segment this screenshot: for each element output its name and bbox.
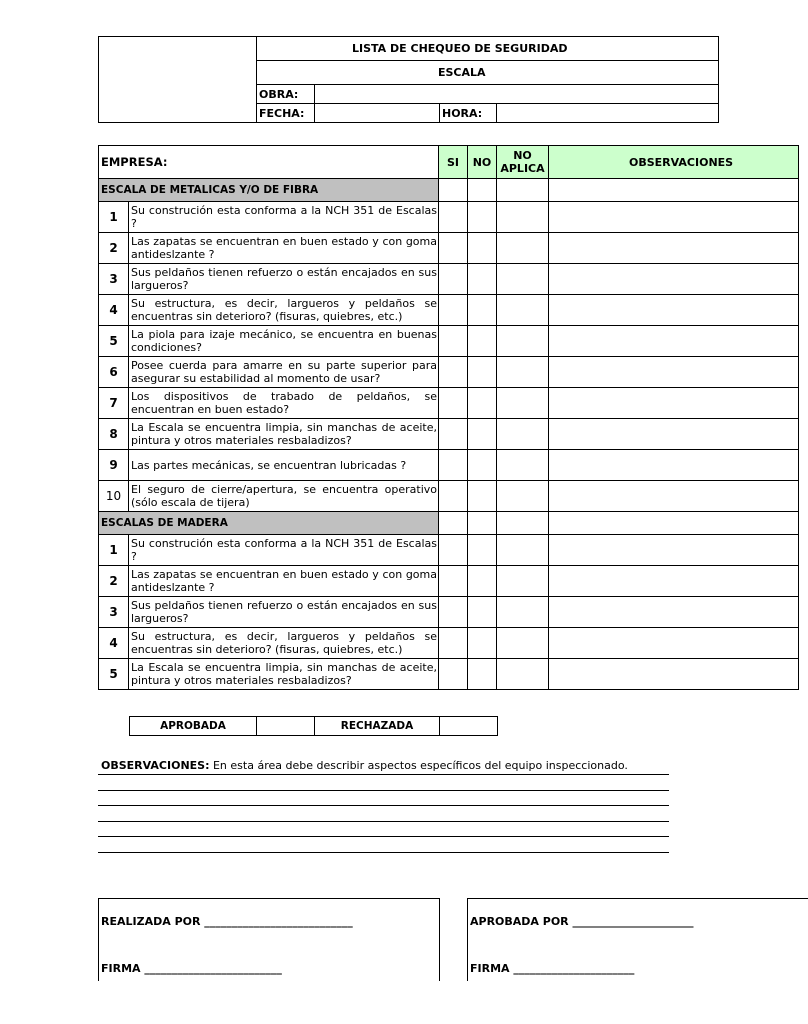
table-row	[99, 566, 799, 597]
item-question: Su estructura, es decir, largueros y peldaños se encuentras sin deterioro? (fisuras, quiebres, etc.)	[129, 628, 439, 659]
observation-field[interactable]	[549, 535, 799, 566]
observation-field[interactable]	[549, 357, 799, 388]
observaciones-instructions: En esta área debe describir aspectos específicos del equipo inspeccionado.	[209, 759, 628, 772]
empresa-label: EMPRESA:	[99, 146, 439, 179]
no-aplica-checkbox[interactable]	[497, 202, 549, 233]
no-checkbox[interactable]	[468, 264, 497, 295]
section-obs-cell[interactable]	[549, 179, 799, 202]
hora-field[interactable]	[497, 104, 719, 123]
si-checkbox[interactable]	[439, 202, 468, 233]
item-question: Los dispositivos de trabado de peldaños, se encuentran en buen estado?	[129, 388, 439, 419]
si-checkbox[interactable]	[439, 566, 468, 597]
no-checkbox[interactable]	[468, 202, 497, 233]
observation-field[interactable]	[549, 326, 799, 357]
section-si-cell[interactable]	[439, 179, 468, 202]
form-subtitle: ESCALA	[257, 61, 719, 85]
item-question: Su construción esta conforma a la NCH 351 de Escalas ?	[129, 535, 439, 566]
no-checkbox[interactable]	[468, 357, 497, 388]
si-checkbox[interactable]	[439, 628, 468, 659]
observation-line[interactable]	[98, 805, 669, 806]
observation-line[interactable]	[98, 790, 669, 791]
result-table	[129, 716, 498, 736]
signature-box-left	[98, 898, 440, 981]
item-number: 9	[99, 450, 129, 481]
item-question: La piola para izaje mecánico, se encuentra en buenas condiciones?	[129, 326, 439, 357]
item-number: 3	[99, 597, 129, 628]
item-number: 1	[99, 535, 129, 566]
no-checkbox[interactable]	[468, 326, 497, 357]
no-aplica-line1: NO	[513, 149, 532, 162]
no-aplica-checkbox[interactable]	[497, 481, 549, 512]
table-row	[99, 264, 799, 295]
col-no-header: NO	[468, 146, 497, 179]
firma-right-field[interactable]: FIRMA ______________________	[470, 962, 635, 975]
item-question: Las partes mecánicas, se encuentran lubricadas ?	[129, 450, 439, 481]
table-row	[99, 388, 799, 419]
section-no-cell[interactable]	[468, 179, 497, 202]
item-question: La Escala se encuentra limpia, sin manchas de aceite, pintura y otros materiales resbaladizos?	[129, 659, 439, 690]
observation-field[interactable]	[549, 597, 799, 628]
item-number: 4	[99, 628, 129, 659]
no-checkbox[interactable]	[468, 597, 497, 628]
observation-field[interactable]	[549, 295, 799, 326]
obra-label: OBRA:	[257, 85, 315, 104]
si-checkbox[interactable]	[439, 481, 468, 512]
logo-cell	[99, 37, 257, 123]
observation-field[interactable]	[549, 202, 799, 233]
checklist-table	[98, 145, 799, 690]
si-checkbox[interactable]	[439, 450, 468, 481]
table-row	[99, 419, 799, 450]
no-aplica-checkbox[interactable]	[497, 628, 549, 659]
si-checkbox[interactable]	[439, 388, 468, 419]
section-obs-cell[interactable]	[549, 512, 799, 535]
si-checkbox[interactable]	[439, 659, 468, 690]
item-question: Las zapatas se encuentran en buen estado y con goma antideslzante ?	[129, 233, 439, 264]
observation-field[interactable]	[549, 388, 799, 419]
table-row	[99, 295, 799, 326]
hora-label: HORA:	[440, 104, 497, 123]
no-checkbox[interactable]	[468, 419, 497, 450]
fecha-label: FECHA:	[257, 104, 315, 123]
item-question: Sus peldaños tienen refuerzo o están encajados en sus largueros?	[129, 597, 439, 628]
observation-line[interactable]	[98, 774, 669, 775]
item-number: 1	[99, 202, 129, 233]
no-checkbox[interactable]	[468, 628, 497, 659]
item-question: El seguro de cierre/apertura, se encuentra operativo (sólo escala de tijera)	[129, 481, 439, 512]
table-row	[99, 233, 799, 264]
table-row	[99, 202, 799, 233]
observaciones-label: OBSERVACIONES:	[101, 759, 210, 772]
observaciones-heading	[101, 759, 701, 772]
section-no-cell[interactable]	[468, 512, 497, 535]
no-aplica-line2: APLICA	[500, 162, 545, 175]
no-aplica-checkbox[interactable]	[497, 388, 549, 419]
si-checkbox[interactable]	[439, 264, 468, 295]
no-aplica-checkbox[interactable]	[497, 597, 549, 628]
fecha-field[interactable]	[315, 104, 440, 123]
obra-field[interactable]	[315, 85, 719, 104]
item-number: 5	[99, 659, 129, 690]
col-no-aplica-header	[497, 146, 549, 179]
no-aplica-checkbox[interactable]	[497, 659, 549, 690]
no-aplica-checkbox[interactable]	[497, 357, 549, 388]
no-aplica-checkbox[interactable]	[497, 233, 549, 264]
table-row	[99, 659, 799, 690]
observation-line[interactable]	[98, 836, 669, 837]
aprobada-label: APROBADA	[130, 717, 257, 736]
table-row	[99, 481, 799, 512]
si-checkbox[interactable]	[439, 295, 468, 326]
no-aplica-checkbox[interactable]	[497, 535, 549, 566]
observation-line[interactable]	[98, 852, 669, 853]
observation-field[interactable]	[549, 450, 799, 481]
rechazada-label: RECHAZADA	[315, 717, 440, 736]
realizada-por-field[interactable]: REALIZADA POR ___________________________	[101, 915, 353, 928]
no-aplica-checkbox[interactable]	[497, 566, 549, 597]
observation-field[interactable]	[549, 419, 799, 450]
table-row	[99, 597, 799, 628]
table-row	[99, 357, 799, 388]
aprobada-por-field[interactable]: APROBADA POR ______________________	[470, 915, 694, 928]
si-checkbox[interactable]	[439, 535, 468, 566]
si-checkbox[interactable]	[439, 233, 468, 264]
no-checkbox[interactable]	[468, 566, 497, 597]
rechazada-box[interactable]	[440, 717, 498, 736]
no-checkbox[interactable]	[468, 388, 497, 419]
no-aplica-checkbox[interactable]	[497, 419, 549, 450]
table-row	[99, 450, 799, 481]
header-table	[98, 36, 719, 123]
observation-field[interactable]	[549, 628, 799, 659]
table-row	[99, 326, 799, 357]
item-question: Posee cuerda para amarre en su parte superior para asegurar su estabilidad al momento de usar?	[129, 357, 439, 388]
observation-field[interactable]	[549, 264, 799, 295]
item-number: 8	[99, 419, 129, 450]
no-aplica-checkbox[interactable]	[497, 326, 549, 357]
observation-line[interactable]	[98, 821, 669, 822]
no-aplica-checkbox[interactable]	[497, 295, 549, 326]
item-number: 3	[99, 264, 129, 295]
col-obs-header: OBSERVACIONES	[549, 146, 799, 179]
item-question: Sus peldaños tienen refuerzo o están encajados en sus largueros?	[129, 264, 439, 295]
si-checkbox[interactable]	[439, 357, 468, 388]
no-checkbox[interactable]	[468, 659, 497, 690]
section-title-metal: ESCALA DE METALICAS Y/O DE FIBRA	[99, 179, 439, 202]
item-number: 4	[99, 295, 129, 326]
no-aplica-checkbox[interactable]	[497, 264, 549, 295]
col-si-header: SI	[439, 146, 468, 179]
observation-field[interactable]	[549, 233, 799, 264]
firma-left-field[interactable]: FIRMA _________________________	[101, 962, 282, 975]
no-checkbox[interactable]	[468, 450, 497, 481]
si-checkbox[interactable]	[439, 419, 468, 450]
item-number: 7	[99, 388, 129, 419]
signature-box-right	[467, 898, 808, 981]
item-number: 2	[99, 566, 129, 597]
section-title-madera: ESCALAS DE MADERA	[99, 512, 439, 535]
table-row	[99, 628, 799, 659]
item-number: 6	[99, 357, 129, 388]
no-aplica-checkbox[interactable]	[497, 450, 549, 481]
section-na-cell[interactable]	[497, 179, 549, 202]
aprobada-box[interactable]	[257, 717, 315, 736]
no-checkbox[interactable]	[468, 535, 497, 566]
item-number: 10	[99, 481, 129, 512]
item-question: La Escala se encuentra limpia, sin manchas de aceite, pintura y otros materiales resbaladizos?	[129, 419, 439, 450]
observation-field[interactable]	[549, 659, 799, 690]
item-number: 5	[99, 326, 129, 357]
item-question: Las zapatas se encuentran en buen estado y con goma antideslzante ?	[129, 566, 439, 597]
section-na-cell[interactable]	[497, 512, 549, 535]
item-question: Su estructura, es decir, largueros y peldaños se encuentras sin deterioro? (fisuras, quiebres, etc.)	[129, 295, 439, 326]
no-checkbox[interactable]	[468, 481, 497, 512]
item-number: 2	[99, 233, 129, 264]
item-question: Su construción esta conforma a la NCH 351 de Escalas ?	[129, 202, 439, 233]
no-checkbox[interactable]	[468, 233, 497, 264]
observation-field[interactable]	[549, 566, 799, 597]
no-checkbox[interactable]	[468, 295, 497, 326]
form-title: LISTA DE CHEQUEO DE SEGURIDAD	[257, 37, 719, 61]
si-checkbox[interactable]	[439, 326, 468, 357]
si-checkbox[interactable]	[439, 597, 468, 628]
observation-field[interactable]	[549, 481, 799, 512]
table-row	[99, 535, 799, 566]
section-si-cell[interactable]	[439, 512, 468, 535]
